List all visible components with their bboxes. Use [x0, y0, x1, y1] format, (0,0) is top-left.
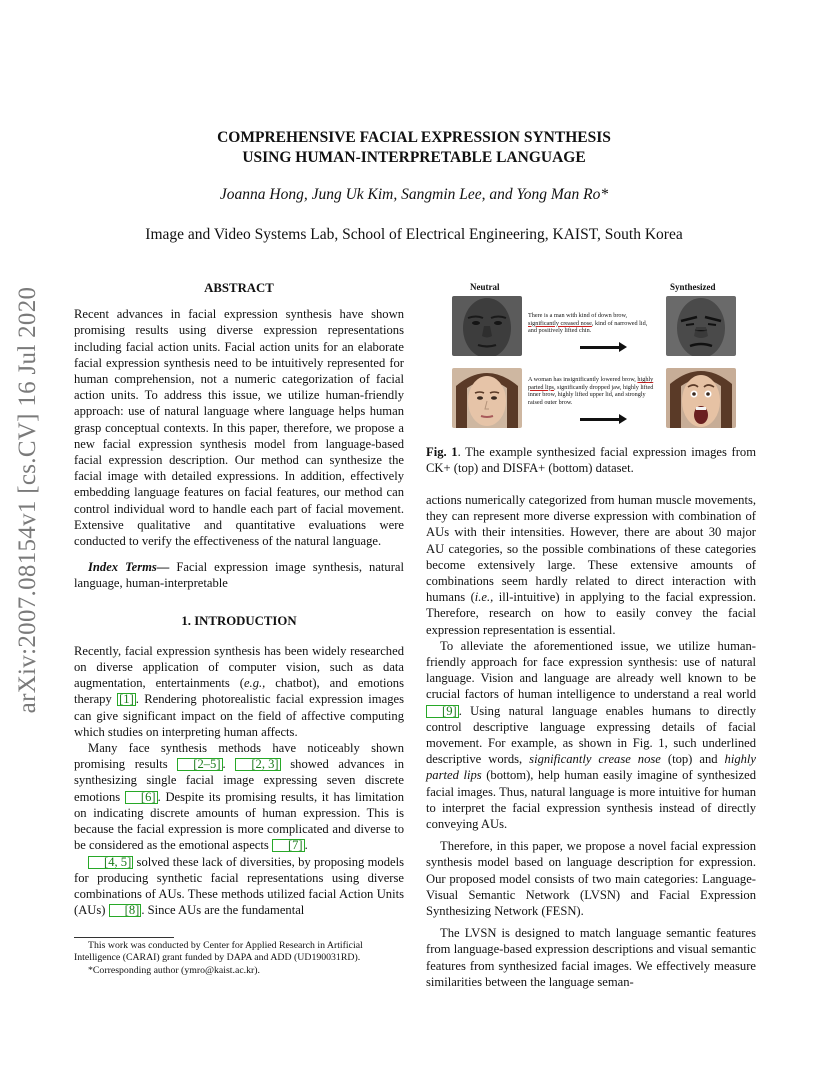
title-line-1: COMPREHENSIVE FACIAL EXPRESSION SYNTHESIS: [217, 129, 611, 146]
intro-paragraph-1: [74, 643, 404, 740]
citation-link[interactable]: [9]: [426, 705, 459, 718]
arxiv-identifier: arXiv:2007.08154v1 [cs.CV] 16 Jul 2020: [14, 286, 41, 714]
intro-paragraph-3: [74, 854, 404, 919]
desc-bottom-text-b: , significantly dropped jaw, highly lifted inner brow, highly lifted upper lid, and strongly raised outer brow.: [528, 383, 654, 406]
face-image-woman-synthesized: [666, 368, 736, 428]
intro-p1-text-a: Recently, facial expression synthesis has been widely researched on diverse application of computer vision, such as data augmentation, entertainments (: [74, 643, 404, 691]
desc-top-text-a: There is a man with kind of down brow,: [528, 312, 628, 319]
right-p2-emphasis-2: highly parted lips: [426, 752, 757, 783]
figure-1: [432, 282, 760, 406]
footnote-funding: This work was conducted by Center for Applied Research in Artificial Intelligence (CARAI) grant funded by DAPA and ADD (UD190031RD).: [74, 940, 363, 964]
right-paragraph-1: [426, 492, 756, 638]
author-list: Joanna Hong, Jung Uk Kim, Sangmin Lee, and Yong Man Ro*: [219, 186, 609, 203]
citation-link[interactable]: [6]: [125, 791, 158, 804]
arrow-icon: [580, 418, 620, 421]
desc-top-underlined: significantly creased nose: [528, 319, 592, 327]
abstract-text: Recent advances in facial expression synthesis have shown promising results using diverse expression representations including facial action units. Facial action units for an elaborate facial expression synthesis need to be intuitively represented for human comprehension, not a numeric categorization of facial action units. To address this issue, we utilize human-friendly approach: use of natural language where language helps human grasp conceptual contexts. In this paper, therefore, we propose a new facial expression synthesis model from language-based facial expression description. Our method can synthesize the facial image with detailed expressions. In addition, effectively embedding language features on facial features, our method can control individual word to handle each part of facial movement. Extensive qualitative and quantitative evaluations were conducted to verify the effectiveness of the natural language.: [74, 307, 404, 549]
right-paragraph-2: [426, 638, 756, 832]
right-p2-text-d: (bottom), help human easily imagine of synthesized facial images. Thus, natural language is more intuitive for human to interpret the facial expression synthesis instead of directly conveying AUs.: [426, 768, 756, 832]
figure-label-synthesized: Synthesized: [670, 282, 716, 292]
desc-bottom-text-a: A woman has insignificantly lowered brow,: [528, 376, 636, 383]
figure-caption-label: Fig. 1: [426, 445, 458, 459]
intro-p2-text-c: showed advances in synthesizing single facial image expressing seven discrete emotions: [74, 757, 404, 804]
intro-p1-eg: e.g.,: [243, 676, 266, 691]
face-image-woman-neutral: [452, 368, 522, 428]
right-p2-text-a: To alleviate the aforementioned issue, we utilize human-friendly approach for face expression synthesis: use of natural language. Vision and language are already well known to be crucial factors of human intelligence to understand a real world: [426, 638, 756, 702]
desc-top-text-b: , kind of narrowed lid, and positively lifted chin.: [528, 319, 648, 335]
footnote-corresponding: *Corresponding author (ymro@kaist.ac.kr).: [88, 964, 260, 976]
title-line-2: USING HUMAN-INTERPRETABLE LANGUAGE: [242, 149, 586, 166]
face-image-man-neutral: [452, 296, 522, 356]
intro-heading: 1. INTRODUCTION: [181, 613, 297, 628]
index-terms: [74, 559, 404, 591]
left-column: [74, 280, 404, 918]
right-paragraph-4: The LVSN is designed to match language semantic features from language-based expression descriptions and visual semantic features from synthesized facial images. We effectively measure similarities between the language seman-: [426, 926, 756, 989]
intro-p1-text-c: . Rendering photorealistic facial expression images can give significant impact on the field of affective computing which studies on interpreting human affects.: [74, 692, 404, 739]
citation-link[interactable]: [4, 5]: [88, 856, 133, 869]
right-column: [426, 492, 756, 990]
right-p1-text-b: ill-intuitive) in applying to the facial expression. Therefore, research on how to easily convey the facial expression representation is essential.: [426, 590, 756, 637]
intro-p3-text-c: . Since AUs are the fundamental: [141, 903, 305, 918]
face-image-man-synthesized: [666, 296, 736, 356]
abstract-heading: ABSTRACT: [204, 281, 274, 295]
right-p1-ie: i.e.,: [474, 590, 494, 605]
intro-p1-text-b: chatbot), and emotions therapy: [74, 676, 404, 707]
citation-link[interactable]: [2, 3]: [235, 758, 280, 771]
figure-description-top: [528, 312, 654, 335]
footnote: [74, 940, 404, 977]
intro-paragraph-2: [74, 740, 404, 853]
intro-p3-text-b: solved these lack of diversities, by proposing models for producing synthetic facial representations using diverse combinations of AUs. These methods utilized facial Action Units (AUs): [74, 854, 404, 918]
index-terms-label: Index Terms—: [88, 560, 170, 575]
paper-title: [0, 128, 828, 168]
footnote-rule: [74, 937, 174, 938]
intro-p2-text-b: .: [222, 757, 236, 772]
figure-description-bottom: [528, 376, 654, 406]
figure-caption-text: . The example synthesized facial expression images from CK+ (top) and DISFA+ (bottom) dataset.: [426, 445, 756, 476]
right-p1-text-a: actions numerically categorized from human muscle movements, they can represent more diverse expression with combination of AUs with their intensities. However, there are about 30 major AU categories, so the possible combinations of these categories become extensively large. These extensive amounts of combinations seem hardly related to direct interaction with humans (: [426, 493, 756, 605]
desc-bottom-underlined: highly parted lips: [528, 376, 654, 391]
citation-link[interactable]: [7]: [272, 839, 305, 852]
intro-p2-text-a: Many face synthesis methods have noticeably shown promising results: [74, 741, 404, 772]
arxiv-sidebar: [8, 286, 48, 714]
affiliation: Image and Video Systems Lab, School of Electrical Engineering, KAIST, South Korea: [145, 226, 683, 243]
intro-p2-text-d: . Despite its promising results, it has limitation on indicating discrete amounts of human expression. This is because the facial expression is more complicated and diverse to be considered as the emotional aspects: [74, 789, 405, 853]
citation-link[interactable]: [1]: [119, 692, 134, 707]
citation-link[interactable]: [8]: [109, 904, 142, 917]
index-terms-text: Facial expression image synthesis, natural language, human-interpretable: [74, 560, 404, 591]
right-p2-emphasis-1: significantly crease nose: [529, 752, 661, 767]
figure-label-neutral: Neutral: [470, 282, 500, 292]
figure-caption: [426, 444, 756, 476]
right-paragraph-3: Therefore, in this paper, we propose a novel facial expression synthesis model based on language description for expression. Our proposed model consists of two main categories: Language-Visual Semantic Network (LVSN) and Facial Expression Synthesizing Network (FESN).: [426, 839, 756, 919]
citation-link[interactable]: [2–5]: [177, 758, 222, 771]
arrow-icon: [580, 346, 620, 349]
intro-p2-text-e: .: [304, 838, 308, 853]
right-p2-text-b: . Using natural language enables humans to directly control descriptive language expressing details of facial movement. For example, as shown in Fig. 1, such underlined descriptive words,: [426, 703, 756, 767]
right-p2-text-c: (top) and: [660, 752, 725, 767]
